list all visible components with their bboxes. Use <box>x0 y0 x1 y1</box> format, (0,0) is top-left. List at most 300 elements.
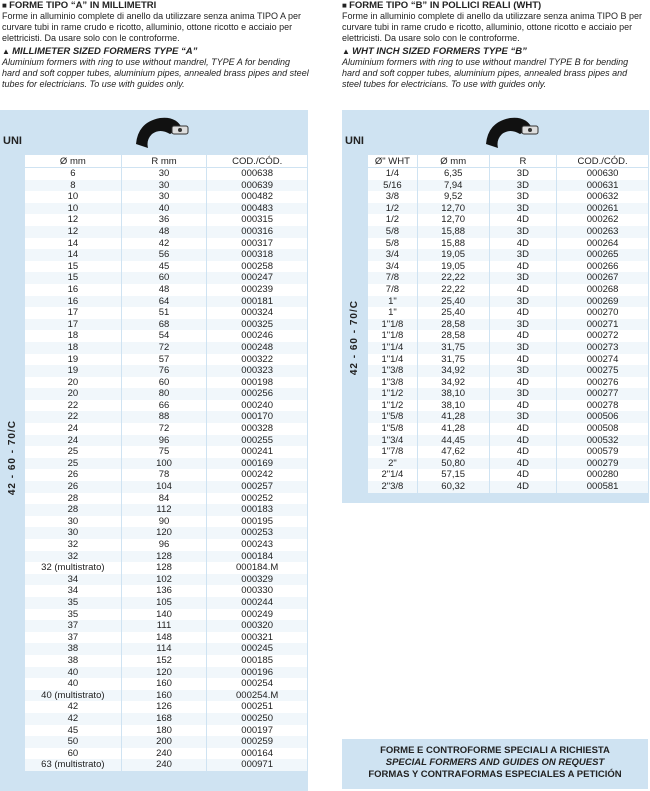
table-cell: 000270 <box>557 307 649 319</box>
section-b-table <box>367 154 649 493</box>
table-cell: 60 <box>121 377 207 389</box>
table-cell: 000242 <box>207 469 308 481</box>
section-b-title: ■ FORME TIPO “B” IN POLLICI REALI (WHT) <box>342 0 648 11</box>
table-row <box>25 609 308 621</box>
table-row <box>25 655 308 667</box>
table-cell: 000317 <box>207 238 308 250</box>
table-cell: 000253 <box>207 527 308 539</box>
section-b-image <box>472 113 552 153</box>
table-cell: 34,92 <box>417 377 489 389</box>
section-b-header <box>342 0 648 90</box>
table-row <box>25 667 308 679</box>
table-cell: 4D <box>489 330 557 342</box>
table-cell: 000328 <box>207 423 308 435</box>
table-row <box>25 585 308 597</box>
table-cell: 000198 <box>207 377 308 389</box>
table-cell: 20 <box>25 377 122 389</box>
table-row <box>368 330 649 342</box>
table-cell: 120 <box>121 667 207 679</box>
table-cell: 15,88 <box>417 238 489 250</box>
table-row <box>25 203 308 215</box>
table-cell: 000254 <box>207 678 308 690</box>
table-row <box>368 296 649 308</box>
table-cell: 37 <box>25 620 122 632</box>
table-row <box>368 214 649 226</box>
table-row <box>25 493 308 505</box>
table-cell: 84 <box>121 493 207 505</box>
table-cell: 000638 <box>207 168 308 180</box>
table-row <box>25 411 308 423</box>
table-cell: 140 <box>121 609 207 621</box>
table-cell: 1" <box>368 296 418 308</box>
table-cell: 4D <box>489 400 557 412</box>
special-request-note <box>342 739 648 789</box>
table-row <box>368 238 649 250</box>
table-cell: 80 <box>121 388 207 400</box>
table-cell: 50 <box>25 736 122 748</box>
table-cell: 17 <box>25 307 122 319</box>
table-row <box>25 539 308 551</box>
table-row <box>368 388 649 400</box>
table-cell: 8 <box>25 180 122 192</box>
table-cell: 3D <box>489 180 557 192</box>
table-cell: 1"5/8 <box>368 423 418 435</box>
table-cell: 000639 <box>207 180 308 192</box>
table-cell: 78 <box>121 469 207 481</box>
table-cell: 000321 <box>207 632 308 644</box>
table-cell: 3D <box>489 203 557 215</box>
table-cell: 000325 <box>207 319 308 331</box>
table-cell: 4D <box>489 284 557 296</box>
table-cell: 000318 <box>207 249 308 261</box>
table-row <box>25 597 308 609</box>
table-cell: 000532 <box>557 435 649 447</box>
table-row <box>368 411 649 423</box>
table-cell: 44,45 <box>417 435 489 447</box>
section-a-image <box>122 113 202 153</box>
table-cell: 126 <box>121 701 207 713</box>
table-cell: 160 <box>121 690 207 702</box>
table-row <box>368 400 649 412</box>
table-cell: 000184 <box>207 551 308 563</box>
table-row <box>25 562 308 574</box>
table-cell: 4D <box>489 261 557 273</box>
table-cell: 22 <box>25 400 122 412</box>
table-cell: 4D <box>489 377 557 389</box>
table-cell: 000249 <box>207 609 308 621</box>
table-cell: 000329 <box>207 574 308 586</box>
table-cell: 96 <box>121 539 207 551</box>
table-cell: 102 <box>121 574 207 586</box>
table-row <box>25 446 308 458</box>
col-code: COD./CÓD. <box>207 155 308 168</box>
table-cell: 15 <box>25 272 122 284</box>
table-row <box>368 191 649 203</box>
table-cell: 000630 <box>557 168 649 180</box>
table-cell: 28 <box>25 504 122 516</box>
table-cell: 3/4 <box>368 261 418 273</box>
table-cell: 42 <box>25 713 122 725</box>
table-cell: 1"1/8 <box>368 319 418 331</box>
table-row <box>25 713 308 725</box>
table-cell: 4D <box>489 354 557 366</box>
table-cell: 32 <box>25 539 122 551</box>
table-cell: 000278 <box>557 400 649 412</box>
table-row <box>25 736 308 748</box>
table-cell: 3D <box>489 168 557 180</box>
table-cell: 18 <box>25 342 122 354</box>
table-cell: 000185 <box>207 655 308 667</box>
table-cell: 100 <box>121 458 207 470</box>
section-a-title-en: ▲ MILLIMETER SIZED FORMERS TYPE “A” <box>2 46 309 57</box>
table-cell: 000273 <box>557 342 649 354</box>
table-cell: 168 <box>121 713 207 725</box>
table-cell: 19,05 <box>417 249 489 261</box>
note-line-it: FORME E CONTROFORME SPECIALI A RICHIESTA <box>380 745 610 756</box>
table-row <box>368 354 649 366</box>
table-cell: 12,70 <box>417 203 489 215</box>
table-cell: 72 <box>121 423 207 435</box>
table-cell: 000258 <box>207 261 308 273</box>
table-cell: 2"3/8 <box>368 481 418 493</box>
table-cell: 2" <box>368 458 418 470</box>
table-cell: 000184.M <box>207 562 308 574</box>
table-row <box>368 423 649 435</box>
table-cell: 40 (multistrato) <box>25 690 122 702</box>
table-cell: 41,28 <box>417 411 489 423</box>
table-cell: 25,40 <box>417 296 489 308</box>
table-row <box>25 342 308 354</box>
table-cell: 000280 <box>557 469 649 481</box>
table-cell: 160 <box>121 678 207 690</box>
table-cell: 31,75 <box>417 342 489 354</box>
table-cell: 12,70 <box>417 214 489 226</box>
table-cell: 1/2 <box>368 203 418 215</box>
note-line-es: FORMAS Y CONTRAFORMAS ESPECIALES A PETICIÓN <box>368 769 622 780</box>
table-cell: 120 <box>121 527 207 539</box>
table-cell: 240 <box>121 759 207 771</box>
table-cell: 128 <box>121 562 207 574</box>
table-cell: 16 <box>25 284 122 296</box>
table-cell: 32 <box>25 551 122 563</box>
table-cell: 4D <box>489 435 557 447</box>
table-row <box>25 574 308 586</box>
table-cell: 25 <box>25 458 122 470</box>
table-cell: 24 <box>25 423 122 435</box>
table-row <box>25 284 308 296</box>
table-cell: 34,92 <box>417 365 489 377</box>
note-line-en: SPECIAL FORMERS AND GUIDES ON REQUEST <box>385 757 605 768</box>
table-cell: 000316 <box>207 226 308 238</box>
table-cell: 000245 <box>207 643 308 655</box>
table-row <box>368 226 649 238</box>
table-cell: 18 <box>25 330 122 342</box>
table-cell: 3/4 <box>368 249 418 261</box>
table-cell: 30 <box>121 168 207 180</box>
table-cell: 000244 <box>207 597 308 609</box>
table-cell: 000330 <box>207 585 308 597</box>
table-cell: 60 <box>121 272 207 284</box>
table-cell: 48 <box>121 284 207 296</box>
table-cell: 000239 <box>207 284 308 296</box>
section-a-title: ■ FORME TIPO “A” IN MILLIMETRI <box>2 0 309 11</box>
table-cell: 1"1/4 <box>368 354 418 366</box>
table-cell: 26 <box>25 469 122 481</box>
table-cell: 000257 <box>207 481 308 493</box>
table-cell: 26 <box>25 481 122 493</box>
table-cell: 000579 <box>557 446 649 458</box>
table-cell: 56 <box>121 249 207 261</box>
table-cell: 000323 <box>207 365 308 377</box>
table-cell: 76 <box>121 365 207 377</box>
table-cell: 6,35 <box>417 168 489 180</box>
table-cell: 5/8 <box>368 226 418 238</box>
table-row <box>25 214 308 226</box>
table-cell: 1"3/4 <box>368 435 418 447</box>
table-row <box>25 748 308 760</box>
table-cell: 4D <box>489 214 557 226</box>
table-cell: 000261 <box>557 203 649 215</box>
table-cell: 000483 <box>207 203 308 215</box>
table-cell: 47,62 <box>417 446 489 458</box>
table-cell: 000275 <box>557 365 649 377</box>
section-a-uni-label: UNI <box>3 135 22 147</box>
table-cell: 96 <box>121 435 207 447</box>
table-row <box>368 284 649 296</box>
table-cell: 000246 <box>207 330 308 342</box>
table-cell: 34 <box>25 585 122 597</box>
table-cell: 35 <box>25 597 122 609</box>
table-cell: 1"1/8 <box>368 330 418 342</box>
table-row <box>25 423 308 435</box>
table-cell: 45 <box>25 725 122 737</box>
table-cell: 000277 <box>557 388 649 400</box>
table-cell: 57 <box>121 354 207 366</box>
table-row <box>25 678 308 690</box>
table-cell: 6 <box>25 168 122 180</box>
table-row <box>25 330 308 342</box>
table-cell: 1/4 <box>368 168 418 180</box>
table-cell: 51 <box>121 307 207 319</box>
table-cell: 41,28 <box>417 423 489 435</box>
table-cell: 000252 <box>207 493 308 505</box>
table-cell: 1"5/8 <box>368 411 418 423</box>
table-row <box>25 481 308 493</box>
table-cell: 3/8 <box>368 191 418 203</box>
table-cell: 12 <box>25 226 122 238</box>
table-cell: 152 <box>121 655 207 667</box>
table-cell: 240 <box>121 748 207 760</box>
col-diameter-mm: Ø mm <box>25 155 122 168</box>
table-cell: 48 <box>121 226 207 238</box>
table-row <box>368 168 649 180</box>
table-cell: 4D <box>489 238 557 250</box>
table-cell: 000508 <box>557 423 649 435</box>
table-row <box>368 319 649 331</box>
table-cell: 3D <box>489 272 557 284</box>
table-cell: 000196 <box>207 667 308 679</box>
table-cell: 1" <box>368 307 418 319</box>
table-cell: 000271 <box>557 319 649 331</box>
table-cell: 1/2 <box>368 214 418 226</box>
table-cell: 000250 <box>207 713 308 725</box>
table-row <box>25 759 308 771</box>
section-b-title-en: ▲ WHT INCH SIZED FORMERS TYPE “B” <box>342 46 648 57</box>
table-cell: 5/16 <box>368 180 418 192</box>
table-cell: 12 <box>25 214 122 226</box>
table-row <box>368 435 649 447</box>
table-row <box>25 319 308 331</box>
table-cell: 1"1/4 <box>368 342 418 354</box>
table-row <box>25 643 308 655</box>
table-cell: 000315 <box>207 214 308 226</box>
table-cell: 25 <box>25 446 122 458</box>
table-row <box>25 226 308 238</box>
table-cell: 136 <box>121 585 207 597</box>
table-cell: 000263 <box>557 226 649 238</box>
table-cell: 000632 <box>557 191 649 203</box>
table-row <box>368 307 649 319</box>
table-cell: 4D <box>489 307 557 319</box>
table-cell: 3D <box>489 226 557 238</box>
table-cell: 75 <box>121 446 207 458</box>
table-cell: 3D <box>489 249 557 261</box>
table-cell: 38,10 <box>417 400 489 412</box>
table-cell: 37 <box>25 632 122 644</box>
table-row <box>25 180 308 192</box>
table-cell: 36 <box>121 214 207 226</box>
table-row <box>368 342 649 354</box>
table-cell: 19 <box>25 354 122 366</box>
table-cell: 000267 <box>557 272 649 284</box>
table-cell: 128 <box>121 551 207 563</box>
table-cell: 000268 <box>557 284 649 296</box>
table-row <box>25 261 308 273</box>
section-a-header <box>2 0 309 90</box>
col-diameter-mm: Ø mm <box>417 155 489 168</box>
table-cell: 000279 <box>557 458 649 470</box>
col-radius-mm: R mm <box>121 155 207 168</box>
table-cell: 22,22 <box>417 272 489 284</box>
table-cell: 4D <box>489 446 557 458</box>
table-cell: 10 <box>25 191 122 203</box>
table-cell: 19,05 <box>417 261 489 273</box>
table-cell: 000181 <box>207 296 308 308</box>
table-cell: 111 <box>121 620 207 632</box>
table-cell: 1"3/8 <box>368 377 418 389</box>
table-cell: 38 <box>25 655 122 667</box>
table-cell: 14 <box>25 249 122 261</box>
table-cell: 24 <box>25 435 122 447</box>
table-cell: 4D <box>489 458 557 470</box>
table-cell: 1"3/8 <box>368 365 418 377</box>
table-cell: 000274 <box>557 354 649 366</box>
section-b-vertical-label: 42 - 60 - 70/C <box>349 300 360 376</box>
table-cell: 30 <box>121 180 207 192</box>
table-cell: 60,32 <box>417 481 489 493</box>
table-cell: 4D <box>489 469 557 481</box>
table-cell: 42 <box>25 701 122 713</box>
table-cell: 28 <box>25 493 122 505</box>
col-radius: R <box>489 155 557 168</box>
table-row <box>25 435 308 447</box>
table-row <box>25 400 308 412</box>
col-code: COD./CÓD. <box>557 155 649 168</box>
table-cell: 000170 <box>207 411 308 423</box>
table-cell: 1"1/2 <box>368 400 418 412</box>
table-row <box>368 203 649 215</box>
table-cell: 88 <box>121 411 207 423</box>
table-cell: 000169 <box>207 458 308 470</box>
table-row <box>25 632 308 644</box>
table-cell: 000324 <box>207 307 308 319</box>
table-cell: 000482 <box>207 191 308 203</box>
table-row <box>25 238 308 250</box>
table-cell: 000320 <box>207 620 308 632</box>
table-cell: 000631 <box>557 180 649 192</box>
table-cell: 4D <box>489 481 557 493</box>
table-cell: 104 <box>121 481 207 493</box>
former-tool-icon <box>480 114 544 152</box>
table-cell: 3D <box>489 319 557 331</box>
table-cell: 112 <box>121 504 207 516</box>
table-cell: 000259 <box>207 736 308 748</box>
table-cell: 000322 <box>207 354 308 366</box>
table-cell: 22 <box>25 411 122 423</box>
table-cell: 50,80 <box>417 458 489 470</box>
table-row <box>368 446 649 458</box>
table-row <box>25 307 308 319</box>
table-row <box>25 354 308 366</box>
table-cell: 1"7/8 <box>368 446 418 458</box>
table-row <box>25 690 308 702</box>
table-row <box>25 469 308 481</box>
table-cell: 4D <box>489 423 557 435</box>
table-row <box>25 620 308 632</box>
table-cell: 15,88 <box>417 226 489 238</box>
table-cell: 000581 <box>557 481 649 493</box>
table-cell: 66 <box>121 400 207 412</box>
table-cell: 31,75 <box>417 354 489 366</box>
table-cell: 25,40 <box>417 307 489 319</box>
table-row <box>25 272 308 284</box>
table-row <box>25 191 308 203</box>
table-cell: 114 <box>121 643 207 655</box>
table-cell: 000262 <box>557 214 649 226</box>
table-cell: 16 <box>25 296 122 308</box>
table-cell: 000241 <box>207 446 308 458</box>
table-row <box>25 527 308 539</box>
table-cell: 3D <box>489 411 557 423</box>
table-cell: 105 <box>121 597 207 609</box>
table-cell: 9,52 <box>417 191 489 203</box>
table-cell: 000272 <box>557 330 649 342</box>
table-cell: 42 <box>121 238 207 250</box>
table-cell: 10 <box>25 203 122 215</box>
table-cell: 35 <box>25 609 122 621</box>
section-a-table <box>24 154 308 771</box>
table-cell: 000276 <box>557 377 649 389</box>
table-cell: 54 <box>121 330 207 342</box>
table-cell: 40 <box>121 203 207 215</box>
table-cell: 14 <box>25 238 122 250</box>
table-cell: 2"1/4 <box>368 469 418 481</box>
table-cell: 7/8 <box>368 272 418 284</box>
table-cell: 000264 <box>557 238 649 250</box>
table-row <box>25 551 308 563</box>
table-cell: 7,94 <box>417 180 489 192</box>
table-cell: 180 <box>121 725 207 737</box>
